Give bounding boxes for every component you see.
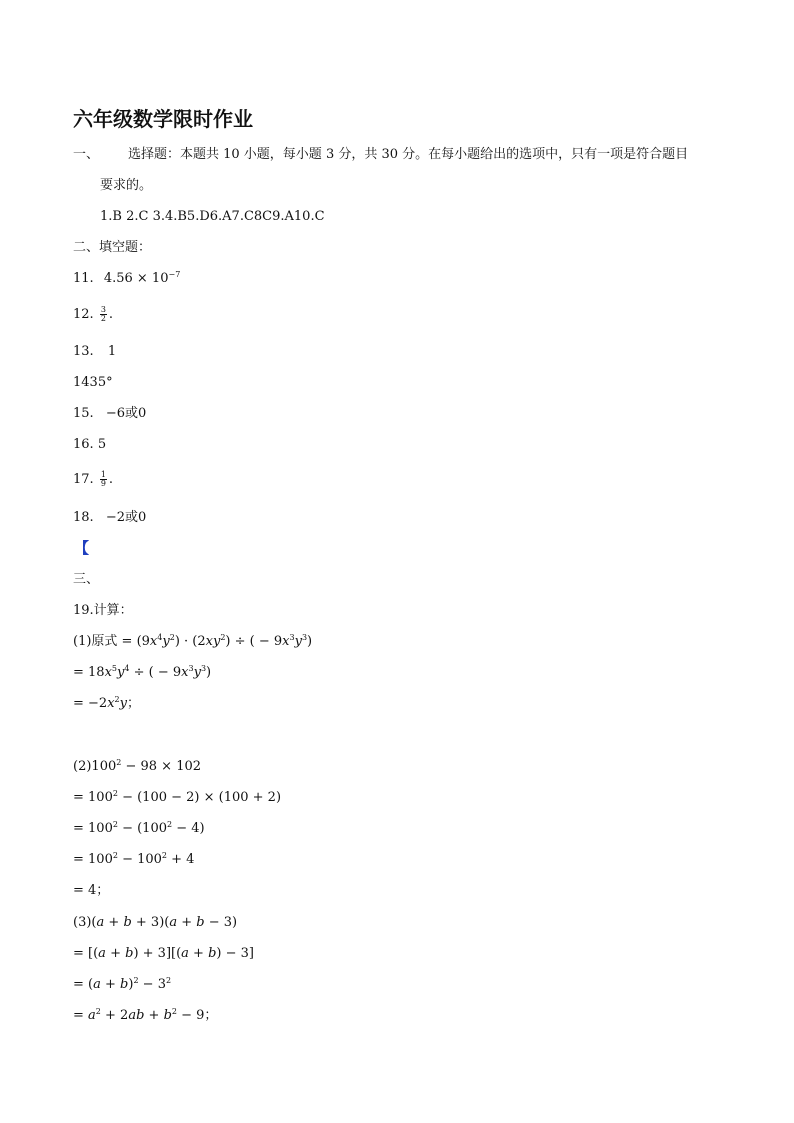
answer-13 (73, 342, 116, 362)
part1-line2: = $18x^5y^4$ ÷ ( − $9x^3y^3$) (73, 664, 212, 680)
answer-11 (73, 269, 180, 289)
fraction: $\frac{1}{9}$ (100, 470, 106, 488)
answer-number: 15. (73, 406, 94, 421)
left-bracket-mark: 【 (74, 539, 90, 557)
question-19: 19.计算： (73, 603, 133, 618)
answer-number: 16. (73, 437, 94, 452)
fraction: $\frac{3}{2}$ (100, 305, 106, 323)
answer-number: 18. (73, 510, 94, 525)
section3-heading: 三、 (73, 572, 100, 587)
answer-number: 14 (73, 375, 90, 390)
answer-14 (73, 373, 113, 393)
part2-line4: = $100^2 - 100^2 + 4$ (73, 851, 195, 867)
answer-16 (73, 435, 106, 455)
part3-line3: = $(a + b)^2 - 3^2$ (73, 976, 172, 992)
section2-heading: 二、填空题： (73, 240, 152, 255)
part3-line4: = $a^2 + 2ab + b^2 - 9$； (73, 1007, 218, 1023)
part3-line1: (3)(a + b + 3)(a + b − 3) (73, 915, 238, 930)
answer-value: 1 (107, 344, 117, 359)
answer-value: 5 (97, 437, 107, 452)
answer-value: −6或0 (105, 406, 147, 421)
part3-line2: = [(a + b) + 3][(a + b) − 3] (73, 946, 254, 961)
answer-18 (73, 508, 146, 528)
page-title: 六年级数学限时作业 (73, 107, 253, 131)
answer-value: −2或0 (105, 510, 147, 525)
part1-line1: (1)原式 = $(9x^4y^2) \cdot (2xy^2)$ ÷ ( − $9x^3y^3$) (73, 633, 313, 649)
answer-value: $4.56 \times 10^{-7}$ (103, 270, 181, 286)
answer-number: 17. (73, 472, 94, 487)
answer-value: 35° (89, 375, 113, 390)
section1-number: 一、 (73, 147, 100, 162)
answer-15 (73, 404, 146, 424)
part2-line2: = $100^2 - (100 - 2) \times (100 + 2)$ (73, 789, 282, 805)
part2-line5: = 4； (73, 883, 110, 898)
answer-number: 12. (73, 307, 94, 322)
answer-number: 11. (73, 271, 94, 286)
answer-number: 13. (73, 344, 94, 359)
part2-line3: = $100^2 - (100^2 - 4)$ (73, 820, 205, 836)
section1-answers: 1.B 2.C 3.4.B5.D6.A7.C8C9.A10.C (100, 209, 325, 224)
part1-line3: = $-2x^2y$； (73, 695, 141, 711)
answer-12: 12. $\frac{3}{2}$ . (73, 305, 114, 323)
part2-line1: $(2)100^2 - 98 \times 102$ (73, 758, 202, 774)
answer-17: 17. $\frac{1}{9}$ . (73, 470, 114, 488)
section1-text: 选择题：本题共 10 小题，每小题 3 分，共 30 分。在每小题给出的选项中，只有一项是符合题目 (128, 147, 689, 162)
section1-text-cont: 要求的。 (100, 178, 153, 193)
